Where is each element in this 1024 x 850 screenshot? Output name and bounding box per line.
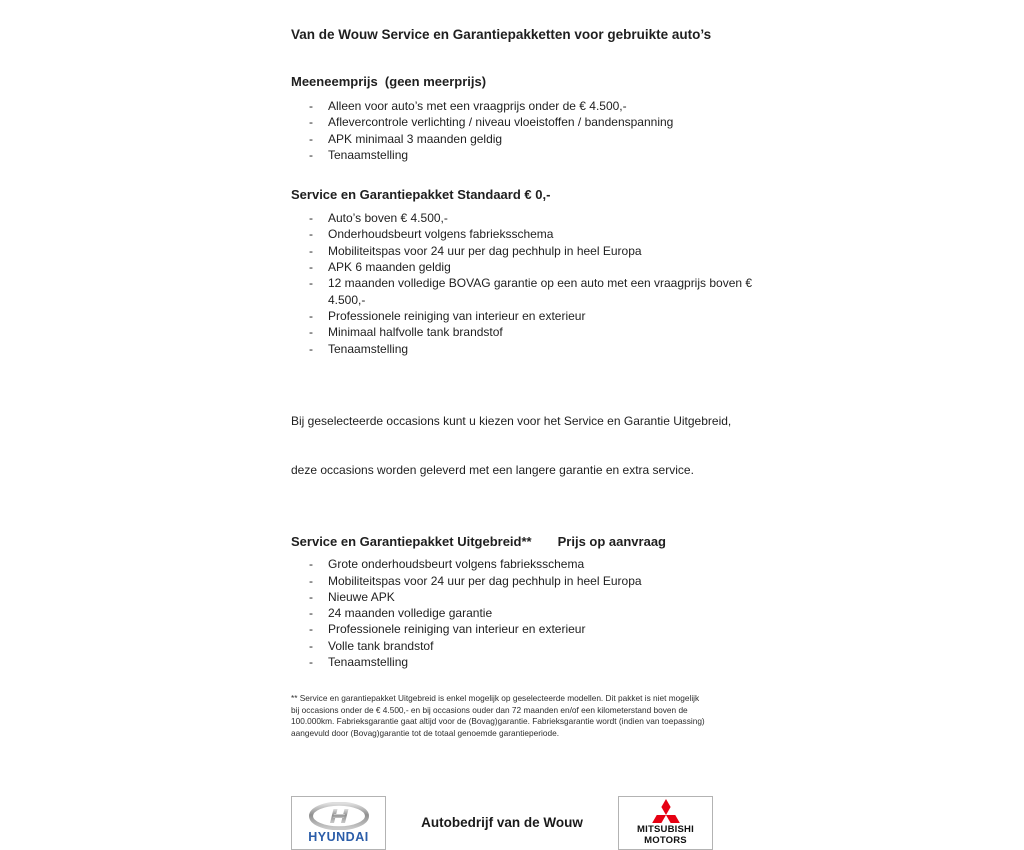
dash-bullet: - [309, 115, 313, 130]
uitgebreid-list [291, 556, 771, 670]
hyundai-logo-box [291, 796, 386, 850]
footnote [291, 693, 771, 739]
list-item [291, 621, 771, 637]
list-item-text: APK 6 maanden geldig [328, 260, 451, 275]
dash-bullet: - [309, 147, 313, 162]
section-heading-standaard: Service en Garantiepakket Standaard € 0,- [291, 187, 551, 203]
standaard-list [291, 210, 771, 357]
list-item [291, 556, 771, 572]
paragraph-line: deze occasions worden geleverd met een langere garantie en extra service. [291, 463, 694, 478]
list-item-text: Minimaal halfvolle tank brandstof [328, 325, 503, 340]
intro-paragraph [291, 381, 771, 511]
company-name: Autobedrijf van de Wouw [421, 815, 583, 831]
list-item-text: Nieuwe APK [328, 589, 395, 604]
footnote-line: bij occasions onder de € 4.500,- en bij occasions ouder dan 72 maanden en/of een kilometerstand boven de [291, 704, 688, 715]
dash-bullet: - [309, 589, 313, 604]
dash-bullet: - [309, 638, 313, 653]
footnote-line: ** Service en garantiepakket Uitgebreid is enkel mogelijk op geselecteerde modellen. Dit pakket is niet mogelijk [291, 693, 700, 704]
list-item [291, 573, 771, 589]
mitsubishi-logo-box [618, 796, 713, 850]
mitsubishi-wordmark-line1: MITSUBISHI [637, 824, 694, 836]
list-item-text: Mobiliteitspas voor 24 uur per dag pechhulp in heel Europa [328, 573, 642, 588]
list-item-text: Professionele reiniging van interieur en exterieur [328, 622, 586, 637]
dash-bullet: - [309, 227, 313, 242]
list-item-text: Onderhoudsbeurt volgens fabrieksschema [328, 227, 554, 242]
document-content [291, 0, 771, 850]
list-item [291, 341, 771, 357]
list-item [291, 275, 771, 308]
list-item [291, 324, 771, 340]
paragraph-line: Bij geselecteerde occasions kunt u kiezen voor het Service en Garantie Uitgebreid, [291, 414, 732, 429]
mitsubishi-wordmark [637, 825, 694, 846]
footnote-line: aangevuld door (Bovag)garantie tot de totaal genoemde garantieperiode. [291, 727, 559, 738]
dash-bullet: - [309, 260, 313, 275]
mitsubishi-diamonds-icon [650, 799, 682, 823]
list-item-text: Mobiliteitspas voor 24 uur per dag pechhulp in heel Europa [328, 243, 642, 258]
dash-bullet: - [309, 606, 313, 621]
list-item [291, 589, 771, 605]
list-item [291, 638, 771, 654]
dash-bullet: - [309, 325, 313, 340]
list-item-text: Auto’s boven € 4.500,- [328, 211, 448, 226]
dash-bullet: - [309, 276, 313, 291]
dash-bullet: - [309, 573, 313, 588]
list-item-text: Tenaamstelling [328, 341, 409, 356]
list-item [291, 243, 771, 259]
dash-bullet: - [309, 341, 313, 356]
list-item [291, 114, 771, 130]
list-item-text: Tenaamstelling [328, 147, 409, 162]
dash-bullet: - [309, 557, 313, 572]
list-item-text: Professionele reiniging van interieur en exterieur [328, 308, 586, 323]
list-item-text: Tenaamstelling [328, 655, 409, 670]
section-heading-uitgebreid-label: Service en Garantiepakket Uitgebreid** [291, 534, 532, 550]
list-item-text: Alleen voor auto’s met een vraagprijs onder de € 4.500,- [328, 99, 627, 113]
footnote-line: 100.000km. Fabrieksgarantie gaat altijd voor de (Bovag)garantie. Fabrieksgarantie wordt (indien van toepassing) [291, 716, 705, 727]
dash-bullet: - [309, 243, 313, 258]
list-item [291, 308, 771, 324]
list-item [291, 226, 771, 242]
list-item [291, 98, 771, 114]
list-item-text: Volle tank brandstof [328, 638, 434, 653]
list-item [291, 654, 771, 670]
hyundai-emblem-icon [308, 802, 370, 830]
list-item [291, 131, 771, 147]
price-on-request-label: Prijs op aanvraag [557, 534, 666, 550]
page-title: Van de Wouw Service en Garantiepakketten voor gebruikte auto’s [291, 27, 712, 42]
list-item-text: 12 maanden volledige BOVAG garantie op een auto met een vraagprijs boven € 4.500,- [328, 276, 756, 307]
mitsubishi-wordmark-line2: MOTORS [644, 834, 687, 846]
dash-bullet: - [309, 308, 313, 323]
meeneemprijs-list [291, 98, 771, 163]
list-item-text: Grote onderhoudsbeurt volgens fabrieksschema [328, 557, 585, 572]
section-heading-meeneemprijs: Meeneemprijs (geen meerprijs) [291, 74, 487, 89]
dash-bullet: - [309, 131, 313, 146]
section-heading-uitgebreid [291, 534, 771, 550]
hyundai-wordmark: HYUNDAI [308, 829, 369, 844]
list-item [291, 147, 771, 163]
list-item [291, 259, 771, 275]
dash-bullet: - [309, 622, 313, 637]
dash-bullet: - [309, 99, 313, 113]
list-item [291, 605, 771, 621]
list-item-text: APK minimaal 3 maanden geldig [328, 131, 503, 146]
list-item-text: 24 maanden volledige garantie [328, 606, 493, 621]
footer-logo-row [291, 796, 713, 850]
dash-bullet: - [309, 211, 313, 226]
list-item [291, 210, 771, 226]
dash-bullet: - [309, 655, 313, 670]
list-item-text: Aflevercontrole verlichting / niveau vloeistoffen / bandenspanning [328, 115, 674, 130]
